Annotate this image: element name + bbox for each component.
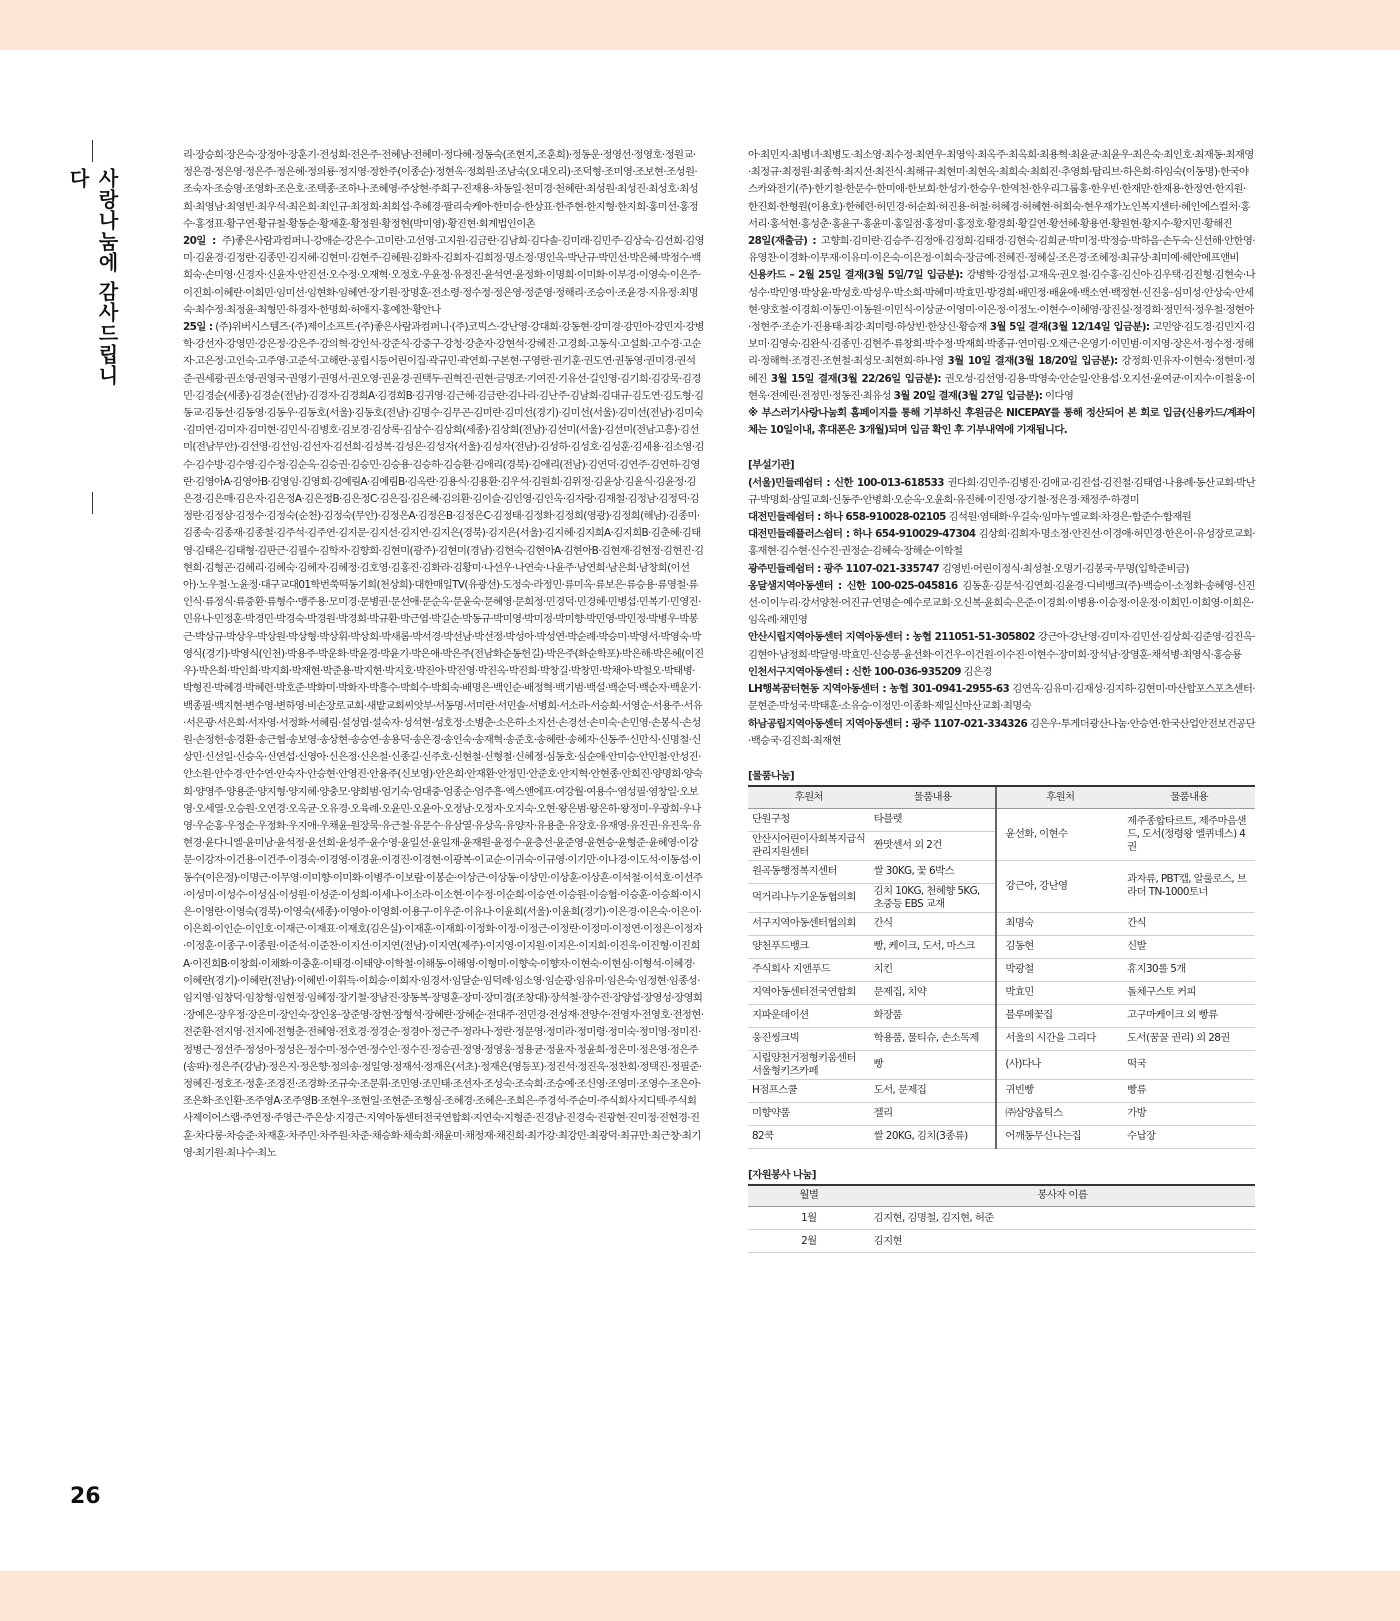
goods-row <box>748 1050 1255 1079</box>
card-text: 이다영 <box>1044 389 1074 402</box>
donor-paragraph <box>183 147 704 233</box>
nicepay-notice: ※ 부스러기사랑나눔회 홈페이지를 통해 기부하신 후원금은 NICEPAY를 통해 정산되어 본 회로 입금(신용카드/계좌이체는 10일이내, 휴대폰은 3개월)되며 입금 확인 후 기부내역에 기재됩니다. <box>748 407 1255 437</box>
affiliate-label: (서울)민들레쉼터 : 신한 100-013-618533 <box>748 476 944 489</box>
goods-row <box>748 958 1255 981</box>
goods-item: 짠맛센서 외 2건 <box>870 831 997 860</box>
affiliate-label: 광주민들레쉼터 : 광주 1107-021-335747 <box>748 562 940 575</box>
goods-donor: (사)다나 <box>996 1050 1123 1079</box>
goods-row <box>748 1027 1255 1050</box>
affiliate-donors: 김은우·투게더광산나눔·안승연·한국산업안전보건공단·백승국·김진희·최재현 <box>748 717 1256 747</box>
goods-item: 젤리 <box>870 1102 997 1125</box>
page-number: 26 <box>70 1484 101 1509</box>
bottom-band <box>0 1571 1400 1621</box>
volunteer-table <box>748 1184 1255 1254</box>
affiliate-entry <box>748 664 1255 681</box>
goods-donor: 어깨동무신나는집 <box>996 1125 1123 1148</box>
goods-col-item: 물품내용 <box>1123 786 1255 808</box>
top-band <box>0 0 1400 50</box>
affiliate-entry <box>748 716 1255 750</box>
goods-item: 간식 <box>1123 912 1255 935</box>
goods-item: 쌀 30KG, 꽃 6박스 <box>870 860 997 883</box>
goods-item: 도서, 문제집 <box>870 1079 997 1102</box>
affiliate-entry <box>748 629 1255 663</box>
paragraph-text: 고향희·김미란·김승주·김정애·김정희·김태경·김현숙·김희균·박미정·박정승·박하음·손두숙·신선해·안한영·유영찬·이경화·이무재·이유미·이은숙·이은정·이희숙·장금예·전혜진·정혜실·조은경·조혜정·최규상·최미예·헤안에프앤비 <box>748 235 1255 265</box>
goods-heading: [물품나눔] <box>748 769 795 782</box>
affiliate-entry <box>748 681 1255 715</box>
goods-row <box>748 935 1255 958</box>
goods-col-item: 물품내용 <box>870 786 997 808</box>
card-text: 강병학·강정섭·고재옥·권오철·김수홍·김신아·김우택·김진형·김현숙·나성수·박민영·박상윤·박성호·박성우·박소희·박혜미·박효민·방경희·배민정·배윤애·백소연·백정현·신진웅·심미성·안상숙·안세현·양호철·이경희·이동민·이동원·이민식·이상균·이영미·이은정·이정노·이현수·이혜영·장진실·정경희·정민석·정우철·정현아·정현주·조순기·진용태·최강·최미령·하상빈·한상신·황승재 <box>748 269 1256 334</box>
goods-donor: 최명숙 <box>996 912 1123 935</box>
card-text: 강정희·민유자·이현숙·정현미·정혜진 <box>748 355 1256 385</box>
goods-donor: 82쿡 <box>748 1125 870 1148</box>
goods-item: 문제집, 치약 <box>870 981 997 1004</box>
volunteer-names: 김지현 <box>870 1230 1255 1253</box>
goods-header-row <box>748 786 1255 808</box>
goods-row <box>748 860 1255 883</box>
affiliate-entry <box>748 578 1255 630</box>
affiliate-donors: 김상희·김회자·명소정·안진선·이경애·허민경·한은이·유성장로교회·홍재현·김수현·신수진·권정순·김혜숙·장해순·이학철 <box>748 528 1255 558</box>
volunteer-month: 2월 <box>748 1230 870 1253</box>
donor-paragraph <box>183 233 704 319</box>
donor-paragraph <box>183 319 704 1162</box>
goods-item: 빵 <box>870 1050 997 1079</box>
paragraph-text: 아·최민지·최병녀·최병도·최소영·최수정·최연우·최영익·최옥주·최옥희·최용혁·최윤균·최윤우·최은숙·최인호·최재동·최재영·최정규·최정원·최종혁·최지선·최진식·최해규·최현미·최현옥·최희숙·최희진·추영희·탑리브·하은희·하임숙(이동명)·한국야스카와전기(주)·한기철·한문수·한미애·한보희·한성기·한승우·한역천·한우리그룹홍·한우빈·한재만·한재용·한정연·한지원·한진희·한형원(이용호)·한혜련·허민경·허순희·허진용·허철·허혜경·허혜현·허희숙·현우재가노인복지센터·혜인에스컬처·홍서리·홍석현·홍성춘·홍윤구·홍윤미·홍일점·홍정미·홍정호·황경희·황길연·황선혜·황용연·황원현·황지수·황지민·황해진 <box>748 149 1254 230</box>
card-text: 고민양·김도경·김민지·김보미·김영숙·김완식·김종민·김현주·류창희·박수정·박재희·박종규·연미림·오재근·은영기·이민범·이지영·장은서·정수정·정해리·정해혁·조경진·조현철·최성모·최현희·하나영 <box>748 321 1255 368</box>
goods-item: 김치 10KG, 천혜향 5KG, 초중등 EBS 교재 <box>870 883 997 912</box>
affiliate-donors: 김석원·염태화·우길숙·임마누엘교회·차경은·함준수·함재원 <box>948 511 1192 524</box>
paragraph-text: 리·장승희·장은숙·장정아·장훈기·전성희·전은주·전혜남·전혜미·정다혜·정동숙(조현지,조훈희)·정동운·정영선·정영호·정원교·정은경·정은영·정은주·정은혜·정의룡·정지영·정한주(이종순)·정현옥·정희원·조남숙(오대오리)·조덕형·조미영·조보현·조성원·조숙자·조승영·조영화·조은호·조택종·조하나·조혜영·주상현·주희구·진재용·차동일·천미경·천혜란·최성원·최성진·최성호·최성희·최영남·최영빈·최우석·최은희·최인규·최정희·최희섭·추혜경·팔리숙케아·한미승·한상표·한주현·한지형·한지희·홍미선·홍정수·홍정표·황구연·황규철·황동순·황재훈·황정원·황정현(박미영)·황진현·회계법인이촌 <box>183 149 699 230</box>
card-text: 권오성·김선영·김용·박영숙·안순일·안용섭·오지선·윤여균·이지수·이철웅·이현욱·전예린·전정민·정동진·최유성 <box>748 372 1256 402</box>
card-label: 3월 10일 결재(3월 18/20일 입금분): <box>947 355 1118 368</box>
goods-item: 화장품 <box>870 1004 997 1027</box>
volunteer-row <box>748 1230 1255 1253</box>
volunteer-col-names: 봉사자 이름 <box>870 1185 1255 1207</box>
goods-donor: 박광철 <box>996 958 1123 981</box>
goods-item: 과자류, PBT캡, 알룰로스, 브라더 TN-1000토너 <box>1123 860 1255 912</box>
side-rule-top <box>92 140 93 162</box>
goods-item: 가방 <box>1123 1102 1255 1125</box>
goods-donor: 미향약품 <box>748 1102 870 1125</box>
donor-paragraph <box>748 147 1255 233</box>
affiliate-label: LH행복꿈터현동 지역아동센터 : 농협 301-0941-2955-63 <box>748 683 1010 696</box>
affiliate-entry <box>748 475 1255 509</box>
paragraph-text: 주)좋은사람과컴퍼니·강애순·강은수·고미란·고선영·고지원·김금란·김남희·김다솔·김미래·김민주·김상숙·김선희·김영미·김윤경·김정란·김종민·김지혜·김현미·김현주·김혜원·김화자·김회자·김희정·명소정·명인옥·박난규·박민선·박은혜·박정수·백희숙·손미영·신경자·신윤자·안진선·오수정·오재혁·오정호·우윤정·유정진·윤석연·윤정화·이명희·이미화·이부경·이영숙·이은주·이진희·이혜란·이희민·임미선·임현화·임혜연·장기원·장명훈·전소령·정수정·정은영·정준영·정해리·조승이·조윤경·지유정·최명숙·최수정·최정윤·최형민·하경자·한명희·허애지·홍예찬·황안나 <box>183 235 704 316</box>
affiliate-label: 안산시립지역아동센터 지역아동센터 : 농협 211051-51-305802 <box>748 631 1035 644</box>
goods-donor: 양천푸드뱅크 <box>748 935 870 958</box>
goods-donor: 주식회사 지앤푸드 <box>748 958 870 981</box>
affiliate-label: 대전민들레플러스쉼터 : 하나 654-910029-47304 <box>748 528 976 541</box>
volunteer-heading: [자원봉사 나눔] <box>748 1168 816 1181</box>
affiliate-donors: 김은경 <box>963 665 992 678</box>
card-label: 3월 5일 결재(3월 12/14일 입금분): <box>989 321 1150 334</box>
affiliate-donors: 김영빈·어린이정식·최성철·오명기·김봉국·무명(입학준비금) <box>941 562 1189 575</box>
goods-donor: 지역아동센터전국연합회 <box>748 981 870 1004</box>
affiliate-donors: 김동훈·김문석·김연희·김윤경·디비뱅크(주)·백승이·소정화·송혜영·신진선·이이누리·강서양천·어진규·연명순·예수로교회·오신복·윤희숙·은준·이경희·이병용·이승정·이운정·이희민·이희영·이희은·임옥례·채민영 <box>748 579 1255 627</box>
goods-donor: 서구지역아동센터협의회 <box>748 912 870 935</box>
affiliate-entry <box>748 509 1255 526</box>
goods-item: 떡국 <box>1123 1050 1255 1079</box>
goods-item: 제주종합타르트, 제주마음샌드, 도서(정령왕 엘퀴네스) 4권 <box>1123 808 1255 860</box>
goods-donor: 시립양천거점형키움센터 서울형키즈카페 <box>748 1050 870 1079</box>
left-column <box>183 147 704 1162</box>
goods-donor: H점프스쿨 <box>748 1079 870 1102</box>
volunteer-names: 김지현, 김명철, 김지현, 허준 <box>870 1207 1255 1230</box>
paragraph-label: 25일 : <box>183 321 213 334</box>
paragraph-label: 28일(재출금) : <box>748 235 816 248</box>
card-label: 3월 20일 결재(3월 27일 입금분): <box>893 389 1043 402</box>
goods-donor: 박효민 <box>996 981 1123 1004</box>
paragraph-text: (주)위버시스템즈·(주)제이소프트·(주)좋은사람과컴퍼니·(주)코빅스·강난영·강대희·강동현·강미경·강민아·강민지·강병학·강선자·강영민·강은정·강은주·강의혁·강인석·강준식·강중구·강청·강춘자·강현석·강혜진·고경희·고동식·고설희·고수경·고순자·고은정·고인숙·고주영·고준석·고해란·공립시등어린이집·곽규민·곽연희·구본현·구영란·권기훈·권도연·권동영·권미경·권석준·권세광·권소영·권영국·권영기·권영서·권오영·권윤경·권택두·권혁진·권현·금명조·기여진·기유선·길인영·김기희·김강묵·김경민·김경순(세종)·김경순(전남)·김경자·김경희A·김경희B·김귀영·김근혜·김금란·김나리·김난주·김남희·김대규·김도연·김도형·김동교·김동선·김동영·김동우·김동호(서울)·김동호(전남)·김명수·김무곤·김미란·김미선(경기)·김미선(서울)·김미선(전남)·김미숙·김미연·김미자·김미현·김민식·김병호·김보경·김상록·김상수·김상희(세종)·김상희(전남)·김선미(서울)·김선미(전남고흥)·김선미(전남무안)·김선영·김선임·김선자·김선희·김성복·김성은·김성자(서울)·김성자(전남)·김성하·김성호·김성훈·김세용·김소영·김수·김수방·김수영·김수정·김순옥·김승권·김승민·김승용·김승하·김승환·김애리(경북)·김애리(전남)·김연덕·김연주·김연하·김영란·김영아A·김영아B·김영임·김영희·김예림A·김예림B·김옥란·김용식·김용환·김우석·김원희·김위정·김윤상·김윤식·김윤정·김은경·김은매·김은자·김은정A·김은정B·김은정C·김은집·김은혜·김의환·김이슬·김인영·김인옥·김자랑·김재철·김정남·김정덕·김정란·김정삼·김정수·김정숙(순천)·김정숙(무안)·김정은A·김정은B·김정은C·김정태·김정화·김정희(영광)·김정희(해남)·김종미·김종숙·김종재·김종철·김주석·김주연·김지문·김지선·김지연·김지은(경북)·김지은(서울)·김지혜·김지희A·김지희B·김춘혜·김태영·김태은·김태형·김판근·김필수·김학자·김향희·김현미(광주)·김현미(경남)·김현숙·김현아A·김현아B·김현재·김현정·김현진·김현희·김형곤·김혜리·김혜숙·김혜자·김혜정·김호영·김홍진·김화라·김황미·나선우·나연숙·나윤주·남연희·남은희·남창희(이선아)·노우철·노윤정·대구교대01학번쑥떡동기회(천상희)·대한매일TV(유광선)·도정숙·라정민·류미옥·류보은·류승용·류영철·류인식·류정식·류중환·류형수·맹주용·모미경·문병권·문선애·문순옥·문윤숙·문혜영·문희정·민경덕·민경혜·민병섭·민복기·민영진·민유나·민정훈·박경민·박경숙·박경원·박경희·박규환·박근엽·박길순·박동규·박미영·박미정·박미향·박민영·박민정·박병우·박봉근·박상규·박상우·박상원·박상형·박상휘·박상희·박새롬·박서경·박선남·박선정·박성아·박성연·박순례·박승미·박영서·박영숙·박영식(경기)·박영식(인천)·박용주·박운화·박윤경·박윤기·박은애·박은주(전남화순동헌길)·박은주(화순학포)·박은해·박은혜(이진우)·박은희·박인희·박지희·박재현·박준용·박지현·박지호·박진아·박진영·박진옥·박진희·박창길·박창민·박채아·박철오·박태병·박형진·박혜경·박혜련·박호준·박화미·박화자·박흥수·박희수·박희숙·배명은·백인순·배정혁·백기범·백설·백순덕·백순자·백운기·백종필·백지현·변수영·변하영·비손장로교회·새밭교회씨앗부·서동명·서미란·서민솔·서병희·서소라·서승희·서영순·서용주·서유·서은광·서은희·서자영·서정화·서혜림·설성엽·설숙자·성석현·성호정·소병춘·소은하·소지선·손경선·손미숙·손민영·손봉식·손성원·손정헌·송경환·송근협·송보영·송상현·송승연·송용덕·송은경·송인숙·송재혁·송준호·송혜란·송혜자·신동주·신만식·신명철·신상민·신선일·신승옥·신연섭·신영아·신은정·신은철·신종길·신주호·신현철·신형철·신혜정·심동호·심순애·안미승·안민철·안성진·안소원·안수경·안수연·안숙자·안승현·안영진·안용주(신보영)·안은희·안재환·안정민·안준호·안지혁·안현종·안희진·양명희·양숙희·양영주·양용준·양지형·양지혜·양충모·양희범·엄기숙·엄대중·엄종순·엄주흥·엑스앤에프·여강월·여용수·염성필·염창일·오보영·오세열·오승원·오연경·오옥균·오유경·오육례·오윤민·오윤아·오정남·오정자·오지숙·오현·왕은범·왕은하·왕정미·우광희·우나영·우순홍·우정순·우정화·우지애·우채윤·원장묵·유근철·유문수·유삼열·유상옥·유양자·유용춘·유장호·유재영·유진권·유진욱·유현경·윤다니엘·윤미남·윤석정·윤선희·윤성주·윤수영·윤일선·윤일재·윤재원·윤정수·윤층선·윤준영·윤현승·윤형준·윤혜영·이강문·이강자·이건용·이건주·이경숙·이경영·이경윤·이경진·이경현·이광복·이교순·이귀숙·이규영·이기만·이나경·이도석·이동섭·이동수(이은정)·이명근·이무영·이미향·이미화·이병주·이보람·이봉순·이상근·이상동·이상민·이상훈·이상흔·이석철·이석호·이선주·이성미·이성수·이성심·이성원·이성준·이성희·이세나·이소라·이소현·이수정·이순희·이승연·이승원·이승협·이승훈·이승희·이시은·이영란·이영숙(경북)·이영숙(세종)·이영아·이영희·이용구·이우준·이유나·이윤희(서울)·이윤희(경기)·이은경·이은숙·이은이·이은희·이인순·이인호·이재근·이재표·이재호(김은실)·이재훈·이재희·이정화·이정·이정근·이정란·이정미·이정연·이정은·이정자·이정훈·이종구·이종원·이준석·이준찬·이지선·이지연(전남)·이지연(제주)·이지영·이지원·이지은·이지희·이진욱·이진형·이진희A·이진희B·이창희·이채화·이충훈·이태경·이태양·이학철·이해동·이해영·이형미·이향숙·이향자·이현숙·이현심·이형석·이혜경·이혜란(경기)·이혜란(전남)·이혜빈·이휘득·이희승·이희자·임경서·임달순·임덕례·임소영·임순광·임유미·임은숙·임정현·임종성·임지영·임창덕·임창형·임현정·임혜정·장기철·장남진·장동복·장명훈·장미·장미경(조창대)·장석철·장수진·장양섭·장영성·장영희·장예은·장우정·장은미·장인숙·장인옹·장준영·장현·장형석·장혜란·장혜순·전대주·전민경·전성재·전양수·전영자·전영호·전정현·전준환·전지영·전지예·전형춘·전혜영·전호경·정경순·정경아·정근주·정라나·정란·정문영·정미라·정미령·정미숙·정미영·정미진·정병근·정선주·정성아·정성은·정수미·정수연·정수인·정수진·정승권·정영·정영웅·정용균·정윤자·정윤희·정은미·정은영·정은주(송파)·정은주(강남)·정은지·정은향·정의송·정일영·정재석·정재은(서초)·정재은(영등포)·정진석·정진욱·정찬희·정택진·정필준·정혜진·정호조·정훈·조경진·조경화·조규숙·조문휘·조민영·조민태·조선자·조성숙·조숙희·조승예·조신영·조영미·조영수·조은아·조은화·조인환·조주영A·조주영B·조현우·조현일·조현준·조형심·조혜경·조혜은·조희은·주경석·주순미·주식회사지디텍·주식회사제이어스랩·주연정·주영근·주은상·지경근·지역아동센터전국연합회·지연숙·지형준·진경남·진경숙·진광현·진미정·진현경·진훈·차다롱·차승준·차재훈·차주민·차주원·차준·채승화·채숙희·채윤미·채정재·채진희·최가강·최강민·최광덕·최규만·최근창·최기영·최기원·최나수·최노 <box>183 321 704 1159</box>
volunteer-header-row <box>748 1185 1255 1207</box>
affiliate-donors: 김연옥·김유미·김재성·김지하·김현미·마산합포스포츠센터·문현준·박성국·박태훈·소유승·이정민·이종화·제일신마산교회·최명숙 <box>748 683 1255 713</box>
right-column <box>748 147 1255 1253</box>
goods-item: 휴지30롤 5개 <box>1123 958 1255 981</box>
affiliate-entry <box>748 526 1255 560</box>
card-paragraph <box>748 267 1255 405</box>
card-label: 3월 15일 결재(3월 22/26일 입금분): <box>770 372 941 385</box>
goods-item: 빵류 <box>1123 1079 1255 1102</box>
goods-row <box>748 1079 1255 1102</box>
side-title: 사랑나눔에 감사드립니다 <box>66 168 119 386</box>
goods-row <box>748 1125 1255 1148</box>
goods-item: 타블렛 <box>870 808 997 831</box>
affiliate-entry <box>748 561 1255 578</box>
goods-item: 도서(꿈꿀 권리) 외 28권 <box>1123 1027 1255 1050</box>
goods-table <box>748 785 1255 1149</box>
goods-row <box>748 1102 1255 1125</box>
affiliate-label: 하남공립지역아동센터 지역아동센터 : 광주 1107-021-334326 <box>748 717 1028 730</box>
goods-donor: 안산시어린이사회복지급식관리지원센터 <box>748 831 870 860</box>
donor-paragraph <box>748 233 1255 267</box>
goods-donor: 김동현 <box>996 935 1123 958</box>
side-rule-bottom <box>92 492 93 514</box>
affiliate-donors: 강근아·강난영·김미자·김민선·김상희·김준영·김진옥·김현아·남정희·박달영·박효민·신승봉·윤선화·이건우·이건원·이수진·이현수·장미희·장석남·장영훈·채석병·최영식·홍승룡 <box>748 631 1255 661</box>
goods-donor: 서울의 시간을 그리다 <box>996 1027 1123 1050</box>
goods-donor: 귀빈빵 <box>996 1079 1123 1102</box>
goods-item: 수납장 <box>1123 1125 1255 1148</box>
card-label: 신용카드 – 2월 25일 결재(3월 5일/7일 입금분): <box>748 269 963 282</box>
goods-row <box>748 981 1255 1004</box>
goods-donor: 단원구청 <box>748 808 870 831</box>
affiliate-label: 옹달샘지역아동센터 : 신한 100-025-045816 <box>748 579 958 592</box>
affiliate-donors: 권다희·김민주·김병진·김애교·김진섭·김진철·김태엽·나용례·동산교회·박난규·박명희·삼일교회·신동주·안병희·오순옥·오윤희·유진혜·이진영·장기철·정은경·채정주·하경미 <box>748 476 1256 506</box>
goods-col-donor: 후원처 <box>996 786 1123 808</box>
goods-item: 학용품, 물티슈, 손소독제 <box>870 1027 997 1050</box>
goods-item: 고구마케이크 외 빵류 <box>1123 1004 1255 1027</box>
goods-row <box>748 912 1255 935</box>
affiliates-heading: [부설기관] <box>748 459 795 472</box>
goods-item: 신발 <box>1123 935 1255 958</box>
goods-donor: 먹거리나누기운동협의회 <box>748 883 870 912</box>
goods-item: 쌀 20KG, 김치(3종류) <box>870 1125 997 1148</box>
affiliate-label: 대전민들레쉼터 : 하나 658-910028-02105 <box>748 511 946 524</box>
goods-donor: 원곡동행정복지센터 <box>748 860 870 883</box>
goods-row <box>748 1004 1255 1027</box>
goods-item: 간식 <box>870 912 997 935</box>
goods-donor: 강근아, 강난영 <box>996 860 1123 912</box>
goods-donor: 윤선화, 이현수 <box>996 808 1123 860</box>
goods-col-donor: 후원처 <box>748 786 870 808</box>
affiliate-label: 인천서구지역아동센터 : 신한 100-036-935209 <box>748 665 961 678</box>
goods-item: 빵, 케이크, 도서, 마스크 <box>870 935 997 958</box>
volunteer-month: 1월 <box>748 1207 870 1230</box>
goods-donor: 블루메꽃집 <box>996 1004 1123 1027</box>
goods-donor: ㈜삼양옵틱스 <box>996 1102 1123 1125</box>
goods-row <box>748 808 1255 831</box>
goods-item: 돌체구스토 커피 <box>1123 981 1255 1004</box>
paragraph-label: 20일 : <box>183 235 216 248</box>
goods-donor: 웅진씽크빅 <box>748 1027 870 1050</box>
goods-donor: 지파운데이션 <box>748 1004 870 1027</box>
affiliates-list <box>748 475 1255 750</box>
volunteer-col-month: 월별 <box>748 1185 870 1207</box>
goods-item: 치킨 <box>870 958 997 981</box>
volunteer-row <box>748 1207 1255 1230</box>
